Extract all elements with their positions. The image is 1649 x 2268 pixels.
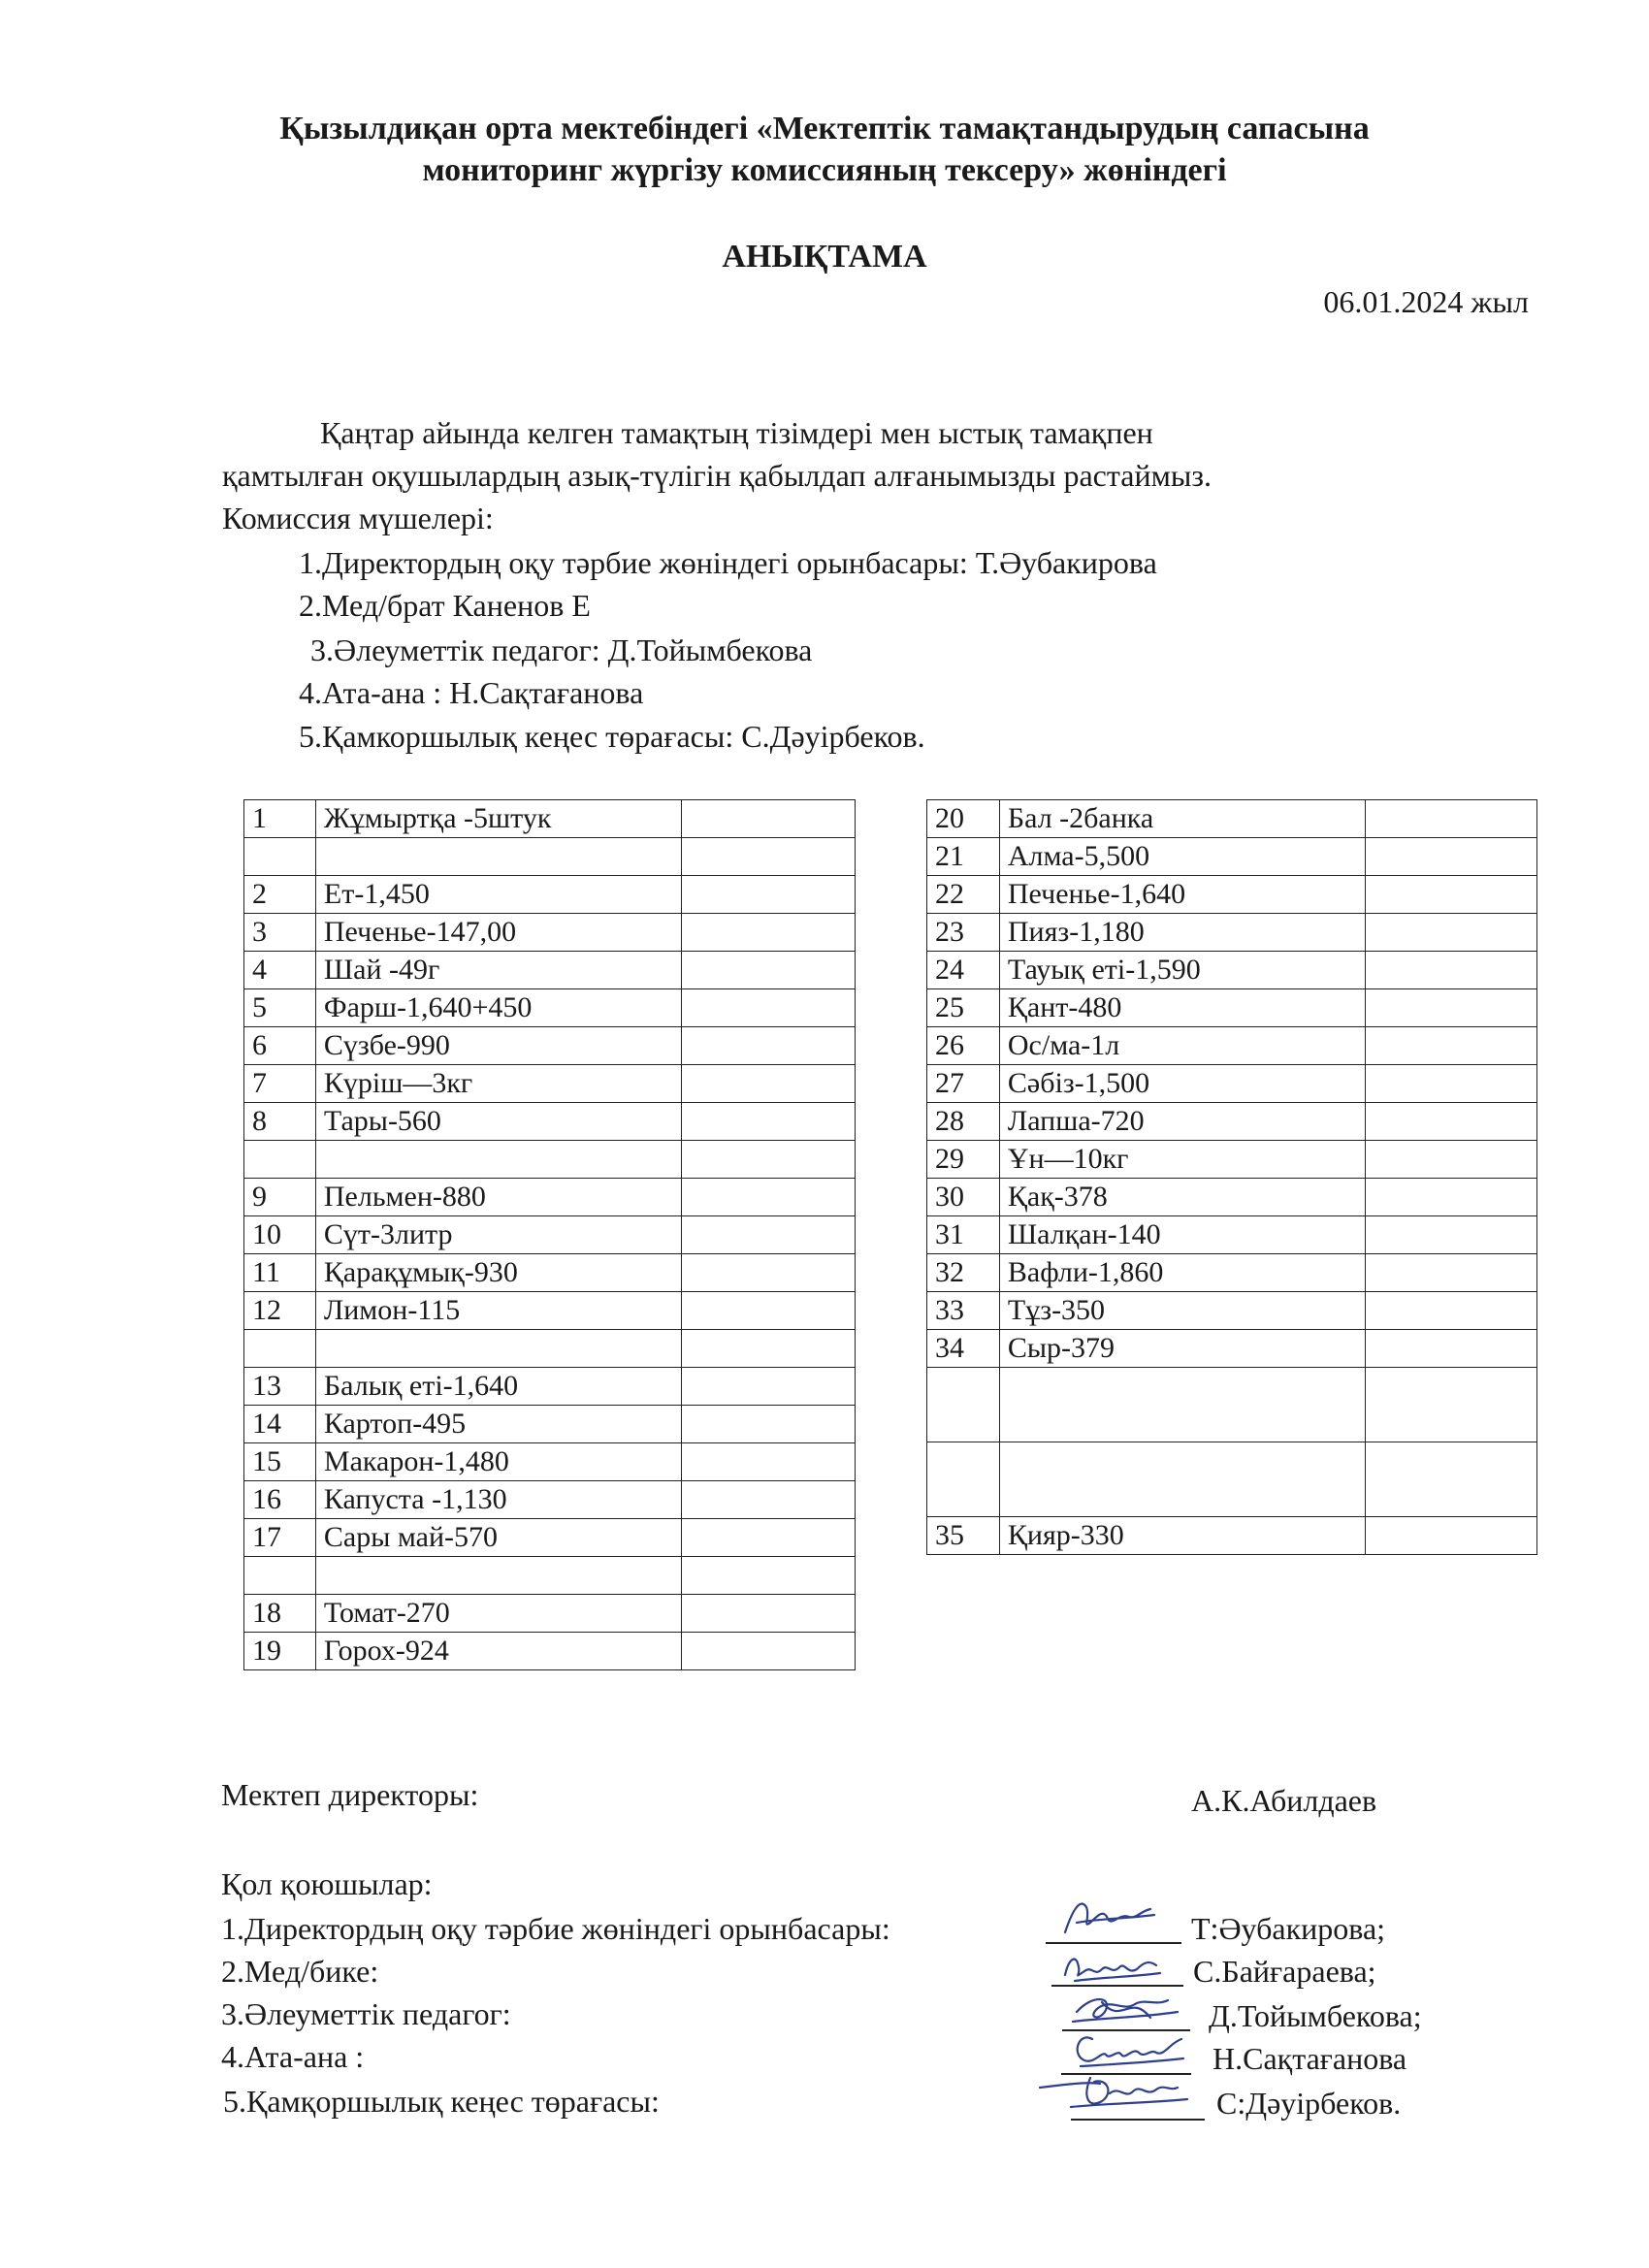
item-number-cell xyxy=(244,1557,316,1595)
item-empty-cell xyxy=(682,1443,856,1481)
table-row xyxy=(927,989,1537,1027)
item-number-cell: 27 xyxy=(927,1065,1000,1103)
item-name-cell: Макарон-1,480 xyxy=(315,1443,682,1481)
table-row xyxy=(927,1103,1537,1141)
item-number-cell: 11 xyxy=(244,1254,316,1292)
item-number-cell: 29 xyxy=(927,1141,1000,1179)
table-row xyxy=(244,989,856,1027)
item-number-cell: 15 xyxy=(244,1443,316,1481)
handwritten-signature-5 xyxy=(1032,2064,1207,2122)
item-name-cell: Сары май-570 xyxy=(315,1519,682,1557)
food-table-right xyxy=(926,799,1537,1555)
item-number-cell: 19 xyxy=(244,1633,316,1670)
item-empty-cell xyxy=(682,1065,856,1103)
table-row xyxy=(927,876,1537,914)
item-name-cell: Печенье-1,640 xyxy=(999,876,1366,914)
table-row xyxy=(927,1027,1537,1065)
item-name-cell: Лапша-720 xyxy=(999,1103,1366,1141)
item-name-cell: Пияз-1,180 xyxy=(999,914,1366,952)
item-number-cell xyxy=(244,1330,316,1368)
item-empty-cell xyxy=(1366,1292,1537,1330)
handwritten-signature-1 xyxy=(1048,1890,1193,1948)
table-row xyxy=(244,1141,856,1179)
table-row xyxy=(927,1254,1537,1292)
item-name-cell: Вафли-1,860 xyxy=(999,1254,1366,1292)
table-row xyxy=(244,838,856,876)
table-row xyxy=(927,1442,1537,1517)
table-row xyxy=(927,914,1537,952)
item-empty-cell xyxy=(682,1292,856,1330)
item-name-cell: Тұз-350 xyxy=(999,1292,1366,1330)
item-name-cell xyxy=(999,1442,1366,1517)
director-name: А.К.Абилдаев xyxy=(1191,1783,1377,1818)
item-number-cell: 5 xyxy=(244,989,316,1027)
item-number-cell: 8 xyxy=(244,1103,316,1141)
item-empty-cell xyxy=(682,1368,856,1406)
item-empty-cell xyxy=(682,1481,856,1519)
item-name-cell: Балық еті-1,640 xyxy=(315,1368,682,1406)
item-empty-cell xyxy=(682,1254,856,1292)
item-empty-cell xyxy=(682,1179,856,1216)
table-row xyxy=(244,1292,856,1330)
document-date: 06.01.2024 жыл xyxy=(1323,284,1529,319)
director-label: Мектеп директоры: xyxy=(221,1777,479,1812)
table-row xyxy=(244,800,856,838)
signer-name-2: С.Байғараева; xyxy=(1193,1954,1376,1989)
item-empty-cell xyxy=(1366,1179,1537,1216)
table-row xyxy=(244,1330,856,1368)
item-empty-cell xyxy=(1366,1065,1537,1103)
item-number-cell: 20 xyxy=(927,800,1000,838)
item-empty-cell xyxy=(682,1141,856,1179)
signer-role-4: 4.Ата-ана : xyxy=(221,2039,365,2074)
item-empty-cell xyxy=(1366,1442,1537,1517)
table-row xyxy=(244,1179,856,1216)
item-empty-cell xyxy=(682,1595,856,1633)
item-name-cell: Алма-5,500 xyxy=(999,838,1366,876)
signer-name-4: Н.Сақтағанова xyxy=(1212,2041,1407,2076)
item-number-cell: 30 xyxy=(927,1179,1000,1216)
table-row xyxy=(244,1519,856,1557)
item-number-cell xyxy=(244,838,316,876)
item-empty-cell xyxy=(682,1633,856,1670)
table-row xyxy=(244,1254,856,1292)
item-empty-cell xyxy=(1366,1330,1537,1368)
item-name-cell xyxy=(315,1141,682,1179)
item-name-cell: Фарш-1,640+450 xyxy=(315,989,682,1027)
title-line-1: Қызылдиқан орта мектебіндегі «Мектептік тамақтандырудың сапасына xyxy=(279,111,1370,146)
members-label: Комиссия мүшелері: xyxy=(222,501,494,535)
item-name-cell: Қақ-378 xyxy=(999,1179,1366,1216)
table-row xyxy=(244,1368,856,1406)
item-number-cell: 2 xyxy=(244,876,316,914)
item-number-cell: 1 xyxy=(244,800,316,838)
item-empty-cell xyxy=(682,1216,856,1254)
item-number-cell xyxy=(927,1442,1000,1517)
item-name-cell: Картоп-495 xyxy=(315,1406,682,1443)
item-name-cell xyxy=(315,838,682,876)
food-table-left-body xyxy=(244,800,856,1670)
item-number-cell: 14 xyxy=(244,1406,316,1443)
item-empty-cell xyxy=(682,1406,856,1443)
item-empty-cell xyxy=(682,876,856,914)
table-row xyxy=(927,1179,1537,1216)
item-empty-cell xyxy=(1366,1027,1537,1065)
item-name-cell: Сыр-379 xyxy=(999,1330,1366,1368)
item-number-cell: 31 xyxy=(927,1216,1000,1254)
item-empty-cell xyxy=(1366,800,1537,838)
table-row xyxy=(927,1368,1537,1442)
item-number-cell: 3 xyxy=(244,914,316,952)
table-row xyxy=(927,800,1537,838)
table-row xyxy=(927,1517,1537,1555)
member-2: 2.Мед/брат Каненов Е xyxy=(299,588,591,623)
item-empty-cell xyxy=(682,800,856,838)
title-line-2: мониторинг жүргізу комиссияның тексеру» жөніндегі xyxy=(422,152,1227,188)
table-row xyxy=(244,1065,856,1103)
item-name-cell: Сүзбе-990 xyxy=(315,1027,682,1065)
table-row xyxy=(244,1406,856,1443)
item-number-cell: 24 xyxy=(927,952,1000,989)
item-name-cell: Ұн—10кг xyxy=(999,1141,1366,1179)
item-empty-cell xyxy=(1366,1216,1537,1254)
item-name-cell: Бал -2банка xyxy=(999,800,1366,838)
item-empty-cell xyxy=(1366,838,1537,876)
table-row xyxy=(244,876,856,914)
item-number-cell: 26 xyxy=(927,1027,1000,1065)
item-name-cell: Сәбіз-1,500 xyxy=(999,1065,1366,1103)
item-number-cell: 33 xyxy=(927,1292,1000,1330)
item-number-cell: 18 xyxy=(244,1595,316,1633)
item-name-cell xyxy=(315,1330,682,1368)
item-number-cell: 4 xyxy=(244,952,316,989)
item-number-cell: 35 xyxy=(927,1517,1000,1555)
member-5: 5.Қамкоршылық кеңес төрағасы: С.Дәуірбеков. xyxy=(299,719,925,754)
intro-line-1: Қаңтар айында келген тамақтың тізімдері мен ыстық тамақпен xyxy=(320,415,1153,450)
table-row xyxy=(244,1557,856,1595)
item-name-cell: Капуста -1,130 xyxy=(315,1481,682,1519)
item-empty-cell xyxy=(1366,1517,1537,1555)
item-number-cell: 28 xyxy=(927,1103,1000,1141)
item-name-cell: Горох-924 xyxy=(315,1633,682,1670)
item-number-cell: 9 xyxy=(244,1179,316,1216)
table-row xyxy=(927,1141,1537,1179)
item-number-cell: 16 xyxy=(244,1481,316,1519)
item-number-cell xyxy=(927,1368,1000,1442)
item-number-cell: 32 xyxy=(927,1254,1000,1292)
item-empty-cell xyxy=(682,989,856,1027)
item-name-cell: Қант-480 xyxy=(999,989,1366,1027)
item-number-cell: 7 xyxy=(244,1065,316,1103)
item-number-cell: 13 xyxy=(244,1368,316,1406)
item-empty-cell xyxy=(682,1330,856,1368)
table-row xyxy=(927,1330,1537,1368)
item-name-cell: Тары-560 xyxy=(315,1103,682,1141)
item-number-cell xyxy=(244,1141,316,1179)
item-number-cell: 23 xyxy=(927,914,1000,952)
table-row xyxy=(244,1443,856,1481)
item-name-cell: Шай -49г xyxy=(315,952,682,989)
item-number-cell: 17 xyxy=(244,1519,316,1557)
item-number-cell: 6 xyxy=(244,1027,316,1065)
table-row xyxy=(927,1292,1537,1330)
signer-role-2: 2.Мед/бике: xyxy=(221,1954,379,1989)
table-row xyxy=(244,1481,856,1519)
item-name-cell xyxy=(315,1557,682,1595)
intro-line-2: қамтылған оқушылардың азық-түлігін қабылдап алғанымызды растаймыз. xyxy=(222,458,1212,493)
item-name-cell: Лимон-115 xyxy=(315,1292,682,1330)
item-empty-cell xyxy=(1366,876,1537,914)
item-empty-cell xyxy=(682,1103,856,1141)
item-empty-cell xyxy=(1366,1103,1537,1141)
item-empty-cell xyxy=(682,1027,856,1065)
item-number-cell: 21 xyxy=(927,838,1000,876)
item-empty-cell xyxy=(682,838,856,876)
signer-name-5: С:Дәуірбеков. xyxy=(1216,2086,1402,2121)
item-name-cell: Тауық еті-1,590 xyxy=(999,952,1366,989)
signer-role-5: 5.Қамқоршылық кеңес төрағасы: xyxy=(223,2084,660,2119)
table-row xyxy=(244,952,856,989)
signer-name-1: Т:Әубакирова; xyxy=(1191,1911,1386,1946)
item-empty-cell xyxy=(682,1519,856,1557)
signers-label: Қол қоюшылар: xyxy=(221,1866,433,1901)
item-empty-cell xyxy=(1366,989,1537,1027)
item-number-cell: 34 xyxy=(927,1330,1000,1368)
item-name-cell: Пельмен-880 xyxy=(315,1179,682,1216)
item-number-cell: 22 xyxy=(927,876,1000,914)
signer-role-1: 1.Директордың оқу тәрбие жөніндегі орынбасары: xyxy=(221,1911,890,1946)
table-row xyxy=(244,1595,856,1633)
item-number-cell: 12 xyxy=(244,1292,316,1330)
item-name-cell: Шалқан-140 xyxy=(999,1216,1366,1254)
food-table-left xyxy=(243,799,856,1670)
item-name-cell xyxy=(999,1368,1366,1442)
table-row xyxy=(244,1103,856,1141)
item-name-cell: Жұмыртқа -5штук xyxy=(315,800,682,838)
member-1: 1.Директордың оқу тәрбие жөніндегі орынбасары: Т.Әубакирова xyxy=(299,545,1157,580)
item-name-cell: Қарақұмық-930 xyxy=(315,1254,682,1292)
item-name-cell: Печенье-147,00 xyxy=(315,914,682,952)
table-row xyxy=(244,1027,856,1065)
member-3: 3.Әлеуметтік педагог: Д.Тойымбекова xyxy=(310,632,813,667)
item-name-cell: Күріш—3кг xyxy=(315,1065,682,1103)
item-empty-cell xyxy=(1366,952,1537,989)
item-empty-cell xyxy=(1366,1254,1537,1292)
item-empty-cell xyxy=(682,914,856,952)
document-heading: АНЫҚТАМА xyxy=(722,239,927,275)
table-row xyxy=(927,1065,1537,1103)
item-empty-cell xyxy=(682,1557,856,1595)
item-name-cell: Томат-270 xyxy=(315,1595,682,1633)
item-name-cell: Ет-1,450 xyxy=(315,876,682,914)
table-row xyxy=(927,1216,1537,1254)
item-empty-cell xyxy=(1366,914,1537,952)
item-number-cell: 10 xyxy=(244,1216,316,1254)
table-row xyxy=(927,838,1537,876)
item-name-cell: Қияр-330 xyxy=(999,1517,1366,1555)
member-4: 4.Ата-ана : Н.Сақтағанова xyxy=(299,675,644,710)
signer-name-3: Д.Тойымбекова; xyxy=(1209,1998,1422,2033)
signer-role-3: 3.Әлеуметтік педагог: xyxy=(221,1996,511,2031)
item-empty-cell xyxy=(682,952,856,989)
food-table-right-body xyxy=(927,800,1537,1555)
item-number-cell: 25 xyxy=(927,989,1000,1027)
item-empty-cell xyxy=(1366,1141,1537,1179)
item-empty-cell xyxy=(1366,1368,1537,1442)
item-name-cell: Ос/ма-1л xyxy=(999,1027,1366,1065)
item-name-cell: Сүт-3литр xyxy=(315,1216,682,1254)
table-row xyxy=(244,914,856,952)
table-row xyxy=(244,1633,856,1670)
table-row xyxy=(244,1216,856,1254)
table-row xyxy=(927,952,1537,989)
